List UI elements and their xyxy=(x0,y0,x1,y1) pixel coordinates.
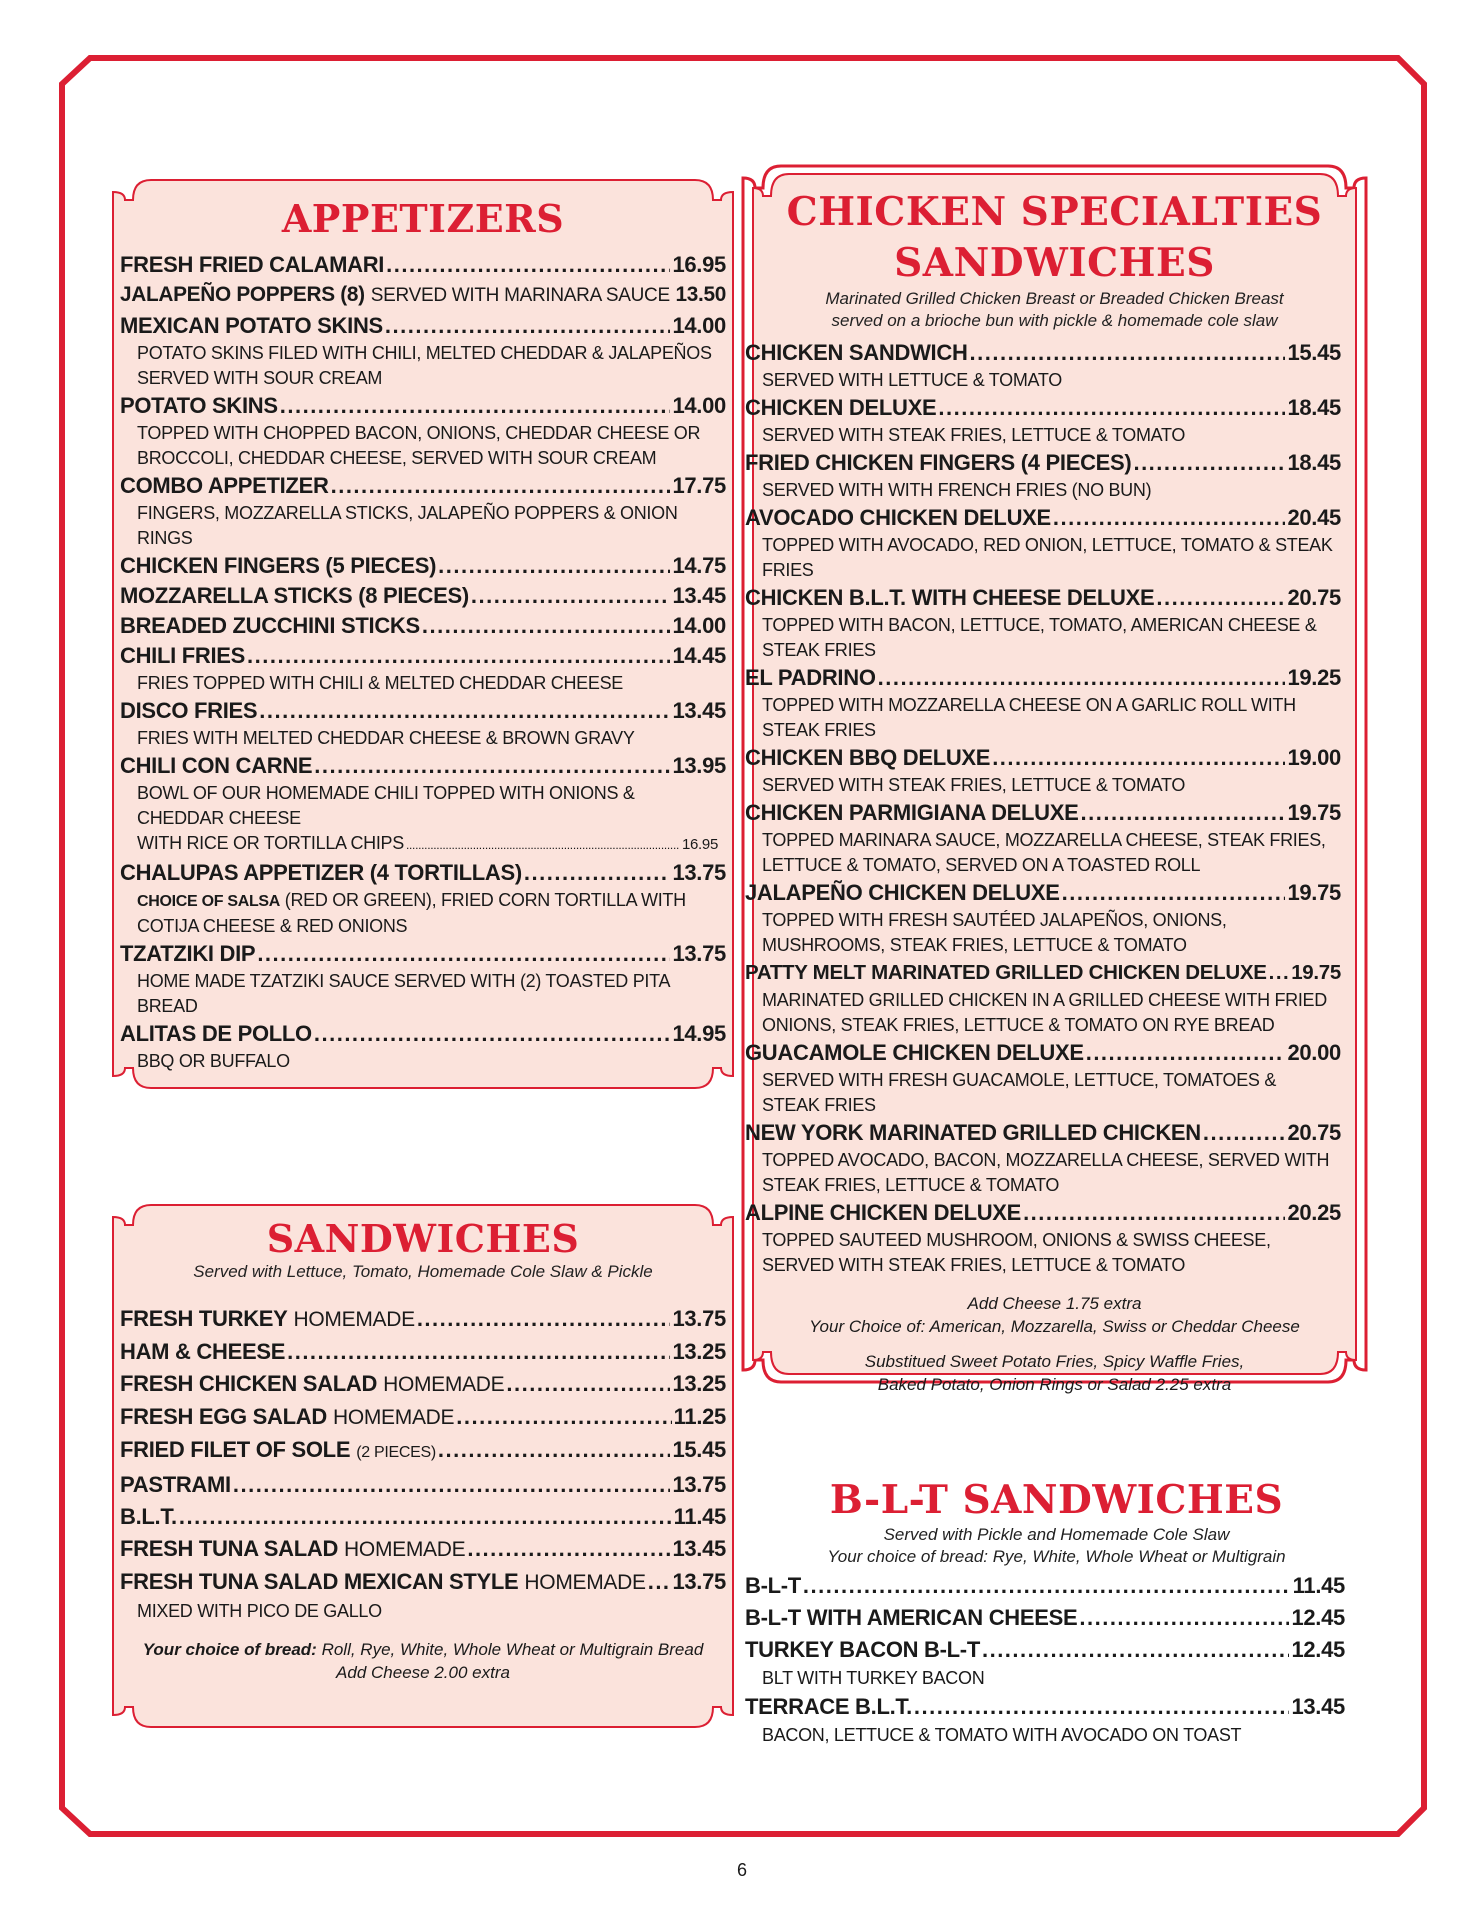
dot-leader xyxy=(179,1501,672,1533)
menu-item xyxy=(111,1303,735,1336)
item-description-text: TOPPED WITH FRESH SAUTÉED JALAPEÑOS, ONIONS, MUSHROOMS, STEAK FRIES, LETTUCE & TOMATO xyxy=(762,910,1227,955)
item-price: 19.75 xyxy=(1287,880,1341,905)
item-description xyxy=(745,988,1341,1038)
menu-item-row xyxy=(120,280,726,311)
menu-item xyxy=(745,503,1350,583)
item-price: 18.45 xyxy=(1287,395,1341,420)
item-description xyxy=(745,368,1341,393)
item-description xyxy=(745,533,1341,583)
sandwiches-panel xyxy=(111,1203,735,1729)
item-description xyxy=(745,693,1341,743)
item-description xyxy=(745,613,1341,663)
menu-item xyxy=(111,696,735,751)
item-note: HOMEMADE xyxy=(293,1308,415,1331)
item-description-text: TOPPED WITH AVOCADO, RED ONION, LETTUCE, TOMATO & STEAK FRIES xyxy=(762,535,1333,580)
menu-item-row xyxy=(120,1501,726,1533)
item-name: NEW YORK MARINATED GRILLED CHICKEN xyxy=(745,1120,1201,1145)
item-price: 13.75 xyxy=(672,1569,726,1594)
item-price: 13.75 xyxy=(672,941,726,966)
item-description-bold: CHOICE OF SALSA xyxy=(137,893,281,910)
item-price: 13.45 xyxy=(672,1536,726,1561)
item-price: 14.00 xyxy=(672,613,726,638)
item-name: ALPINE CHICKEN DELUXE xyxy=(745,1200,1022,1225)
item-price: 19.75 xyxy=(1287,800,1341,825)
menu-item-row xyxy=(745,663,1341,693)
sandwiches-title: SANDWICHES xyxy=(266,1216,580,1261)
item-name: CHICKEN BBQ DELUXE xyxy=(745,745,991,770)
item-price: 13.45 xyxy=(672,583,726,608)
menu-item xyxy=(111,1533,735,1566)
dot-leader xyxy=(422,611,671,641)
menu-item xyxy=(111,391,735,471)
item-price: 18.45 xyxy=(1287,450,1341,475)
item-name: MEXICAN POTATO SKINS xyxy=(120,313,383,338)
item-description-text: TOPPED AVOCADO, BACON, MOZZARELLA CHEESE, SERVED WITH STEAK FRIES, LETTUCE & TOMATO xyxy=(762,1150,1330,1195)
menu-item xyxy=(745,338,1350,393)
menu-item xyxy=(745,1691,1354,1748)
item-price: 12.45 xyxy=(1291,1637,1345,1662)
item-name: COMBO APPETIZER xyxy=(120,473,329,498)
item-description xyxy=(120,888,726,939)
dot-leader xyxy=(1079,1602,1289,1634)
item-name: B-L-T WITH AMERICAN CHEESE xyxy=(745,1605,1078,1630)
item-description-text: (RED OR GREEN), FRIED CORN TORTILLA WITH COTIJA CHEESE & RED ONIONS xyxy=(137,890,686,936)
item-name: CHICKEN SANDWICH xyxy=(745,340,968,365)
menu-item-row xyxy=(745,743,1341,773)
dot-leader xyxy=(992,743,1285,773)
dot-leader xyxy=(385,311,671,341)
dot-leader xyxy=(1133,448,1285,478)
item-note: HOMEMADE xyxy=(524,1571,646,1594)
menu-item-row xyxy=(745,448,1341,478)
dot-leader xyxy=(1156,583,1285,613)
menu-item-row xyxy=(745,583,1341,613)
chicken-note-2: Your Choice of: American, Mozzarella, Swiss or Cheddar Cheese xyxy=(809,1317,1300,1336)
item-name: TZATZIKI DIP xyxy=(120,941,256,966)
item-description-text: MARINATED GRILLED CHICKEN IN A GRILLED CHEESE WITH FRIED ONIONS, STEAK FRIES, LETTUCE & TOMATO ON RYE BREAD xyxy=(762,990,1327,1035)
item-name: BREADED ZUCCHINI STICKS xyxy=(120,613,420,638)
item-description-text: SERVED WITH WITH FRENCH FRIES (NO BUN) xyxy=(762,480,1152,500)
menu-item xyxy=(111,641,735,696)
menu-item-row xyxy=(120,311,726,341)
dot-leader xyxy=(672,280,674,310)
dot-leader xyxy=(438,1434,671,1466)
sandwiches-subtitle: Served with Lettuce, Tomato, Homemade Cole Slaw & Pickle xyxy=(193,1262,653,1281)
item-name: CHALUPAS APPETIZER (4 TORTILLAS) xyxy=(120,860,522,885)
dot-leader xyxy=(1081,798,1286,828)
menu-item-row xyxy=(120,641,726,671)
item-name: B-L-T xyxy=(745,1573,801,1598)
menu-item-row xyxy=(745,1038,1341,1068)
chicken-specialties-panel xyxy=(741,164,1368,1394)
item-price: 13.75 xyxy=(672,1306,726,1331)
item-name: CHICKEN PARMIGIANA DELUXE xyxy=(745,800,1079,825)
item-description xyxy=(120,726,726,751)
menu-item-row xyxy=(120,1533,726,1566)
chicken-note-4: Baked Potato, Onion Rings or Salad 2.25 extra xyxy=(877,1375,1232,1394)
item-note: HOMEMADE xyxy=(344,1538,466,1561)
item-description-text: FINGERS, MOZZARELLA STICKS, JALAPEÑO POPPERS & ONION RINGS xyxy=(137,503,678,548)
item-name: HAM & CHEESE xyxy=(120,1339,286,1364)
item-price: 11.25 xyxy=(673,1404,726,1429)
item-description-text: SERVED WITH FRESH GUACAMOLE, LETTUCE, TOMATOES & STEAK FRIES xyxy=(762,1070,1277,1115)
menu-item xyxy=(111,1336,735,1368)
menu-item xyxy=(745,878,1350,958)
dot-leader xyxy=(524,858,671,888)
item-description xyxy=(745,908,1341,958)
chicken-list xyxy=(741,338,1368,1278)
item-description-text: FRIES TOPPED WITH CHILI & MELTED CHEDDAR CHEESE xyxy=(137,673,623,693)
item-name: DISCO FRIES xyxy=(120,698,258,723)
menu-item-row xyxy=(120,611,726,641)
menu-item-row xyxy=(120,551,726,581)
item-price: 12.45 xyxy=(1291,1605,1345,1630)
item-name: FRESH TUNA SALAD xyxy=(120,1536,339,1561)
menu-item-row xyxy=(745,1691,1345,1723)
item-price: 13.95 xyxy=(672,753,726,778)
menu-item-row xyxy=(120,858,726,888)
menu-item-row xyxy=(120,391,726,421)
item-price: 11.45 xyxy=(673,1504,726,1529)
item-description xyxy=(120,421,726,471)
item-name: MOZZARELLA STICKS (8 PIECES) xyxy=(120,583,469,608)
item-description xyxy=(745,1666,1345,1691)
chicken-title-line2: SANDWICHES xyxy=(894,240,1215,286)
dot-leader xyxy=(938,393,1285,423)
menu-item xyxy=(111,1566,735,1624)
item-price: 14.75 xyxy=(672,553,726,578)
item-name: TERRACE B.L.T. xyxy=(745,1694,912,1719)
item-description xyxy=(120,1599,726,1624)
item-name: FRIED FILET OF SOLE xyxy=(120,1437,351,1462)
menu-item xyxy=(111,551,735,581)
menu-item-row xyxy=(120,1566,726,1599)
item-name: CHICKEN DELUXE xyxy=(745,395,937,420)
item-price: 20.75 xyxy=(1287,1120,1341,1145)
item-name: POTATO SKINS xyxy=(120,393,278,418)
item-name: FRESH TURKEY xyxy=(120,1306,288,1331)
menu-item xyxy=(745,743,1350,798)
blt-title: B-L-T SANDWICHES xyxy=(829,1477,1284,1523)
dot-leader xyxy=(1023,1198,1285,1228)
menu-item xyxy=(111,751,735,858)
item-price: 11.45 xyxy=(1292,1573,1345,1598)
menu-item xyxy=(111,1469,735,1501)
item-description-text: TOPPED WITH CHOPPED BACON, ONIONS, CHEDDAR CHEESE OR BROCCOLI, CHEDDAR CHEESE, SERVED WITH SOUR CREAM xyxy=(137,423,701,468)
item-price: 13.50 xyxy=(675,283,726,306)
item-description-text: SERVED WITH LETTUCE & TOMATO xyxy=(762,370,1062,390)
item-name: TURKEY BACON B-L-T xyxy=(745,1637,980,1662)
menu-item xyxy=(745,1602,1354,1634)
menu-item-row xyxy=(745,1634,1345,1666)
item-price: 14.00 xyxy=(672,393,726,418)
menu-item xyxy=(745,663,1350,743)
menu-item xyxy=(111,581,735,611)
chicken-subtitle-1: Marinated Grilled Chicken Breast or Breaded Chicken Breast xyxy=(825,289,1284,308)
item-description xyxy=(120,969,726,1019)
menu-item xyxy=(111,1434,735,1469)
item-description xyxy=(745,1228,1341,1278)
item-name: PATTY MELT MARINATED GRILLED CHICKEN DELUXE xyxy=(745,961,1267,984)
menu-item-row xyxy=(745,1118,1341,1148)
menu-item-row xyxy=(745,958,1341,988)
menu-item-row xyxy=(120,1434,726,1469)
menu-item xyxy=(111,280,735,311)
blt-section xyxy=(745,1476,1368,1756)
item-price: 19.25 xyxy=(1287,665,1341,690)
menu-item-row xyxy=(745,338,1341,368)
item-price: 20.45 xyxy=(1287,505,1341,530)
item-note: HOMEMADE xyxy=(332,1406,455,1429)
item-description-text: BLT WITH TURKEY BACON xyxy=(762,1668,985,1688)
item-price: 13.25 xyxy=(672,1339,726,1364)
bread-choice-label: Your choice of bread: xyxy=(142,1640,317,1659)
menu-item xyxy=(745,798,1350,878)
item-option-label: WITH RICE OR TORTILLA CHIPS xyxy=(137,833,404,853)
item-option-price: 16.95 xyxy=(681,836,718,853)
item-note: HOMEMADE xyxy=(383,1373,505,1396)
menu-item-row xyxy=(120,939,726,969)
item-description xyxy=(745,478,1341,503)
menu-item-row xyxy=(120,1368,726,1401)
item-price: 20.25 xyxy=(1287,1200,1341,1225)
item-description xyxy=(120,501,726,551)
item-price: 13.75 xyxy=(672,1472,726,1497)
chicken-note-1: Add Cheese 1.75 extra xyxy=(967,1294,1142,1313)
menu-item-row xyxy=(120,581,726,611)
appetizers-list xyxy=(111,250,735,1074)
item-name: GUACAMOLE CHICKEN DELUXE xyxy=(745,1040,1084,1065)
item-description-text: TOPPED WITH BACON, LETTUCE, TOMATO, AMERICAN CHEESE & STEAK FRIES xyxy=(762,615,1317,660)
dot-leader xyxy=(982,1634,1289,1666)
bread-choice-note xyxy=(111,1638,735,1661)
dot-leader xyxy=(1053,503,1286,533)
menu-item xyxy=(745,1570,1354,1602)
item-description xyxy=(745,1148,1341,1198)
menu-item xyxy=(111,939,735,1019)
appetizers-panel xyxy=(111,178,735,1090)
dot-leader xyxy=(247,641,670,671)
menu-item xyxy=(745,448,1350,503)
dot-leader xyxy=(471,581,671,611)
item-description-text: HOME MADE TZATZIKI SAUCE SERVED WITH (2) TOASTED PITA BREAD xyxy=(137,971,670,1016)
menu-item-row xyxy=(120,751,726,781)
menu-item xyxy=(111,1019,735,1074)
dot-leader xyxy=(438,551,670,581)
appetizers-title: APPETIZERS xyxy=(281,196,565,241)
item-name: CHICKEN B.L.T. WITH CHEESE DELUXE xyxy=(745,585,1155,610)
dot-leader xyxy=(970,338,1286,368)
item-name: JALAPEÑO CHICKEN DELUXE xyxy=(745,880,1060,905)
item-description xyxy=(120,671,726,696)
menu-item xyxy=(745,1198,1350,1278)
chicken-note-3: Substitued Sweet Potato Fries, Spicy Waffle Fries, xyxy=(864,1352,1245,1371)
item-description-text: SERVED WITH STEAK FRIES, LETTUCE & TOMATO xyxy=(762,775,1186,795)
menu-item-row xyxy=(745,1602,1345,1634)
dot-leader xyxy=(1062,878,1286,908)
dot-leader xyxy=(406,833,680,858)
item-name: AVOCADO CHICKEN DELUXE xyxy=(745,505,1051,530)
blt-subtitle-2: Your choice of bread: Rye, White, Whole Wheat or Multigrain xyxy=(827,1547,1286,1566)
item-price: 13.25 xyxy=(672,1371,726,1396)
menu-item-row xyxy=(120,1336,726,1368)
item-description-text: BOWL OF OUR HOMEMADE CHILI TOPPED WITH ONIONS & CHEDDAR CHEESE xyxy=(137,783,635,828)
item-price: 14.45 xyxy=(672,643,726,668)
item-name: B.L.T. xyxy=(120,1504,177,1529)
item-name: FRESH TUNA SALAD MEXICAN STYLE xyxy=(120,1569,519,1594)
item-price: 16.95 xyxy=(672,252,726,277)
menu-item-row xyxy=(745,1198,1341,1228)
item-price: 13.45 xyxy=(672,698,726,723)
item-description-text: BACON, LETTUCE & TOMATO WITH AVOCADO ON TOAST xyxy=(762,1725,1242,1745)
item-note: SERVED WITH MARINARA SAUCE xyxy=(370,285,670,306)
dot-leader xyxy=(386,250,670,280)
menu-item xyxy=(745,583,1350,663)
item-name: JALAPEÑO POPPERS (8) xyxy=(120,283,365,306)
dot-leader xyxy=(331,471,671,501)
chicken-title-line1: CHICKEN SPECIALTIES xyxy=(786,189,1323,235)
item-description xyxy=(120,341,726,391)
dot-leader xyxy=(280,391,671,421)
item-description xyxy=(745,1068,1341,1118)
menu-item-row xyxy=(745,503,1341,533)
item-description-text: TOPPED MARINARA SAUCE, MOZZARELLA CHEESE, STEAK FRIES, LETTUCE & TOMATO, SERVED ON A TOASTED ROLL xyxy=(762,830,1326,875)
dot-leader xyxy=(1269,958,1290,988)
dot-leader xyxy=(456,1401,671,1433)
item-name: CHILI CON CARNE xyxy=(120,753,313,778)
menu-item xyxy=(745,1634,1354,1691)
menu-item xyxy=(745,393,1350,448)
dot-leader xyxy=(259,696,670,726)
menu-item xyxy=(111,611,735,641)
blt-subtitle-1: Served with Pickle and Homemade Cole Slaw xyxy=(883,1525,1230,1544)
menu-item-row xyxy=(120,1401,726,1434)
item-name: PASTRAMI xyxy=(120,1472,231,1497)
item-description xyxy=(745,773,1341,798)
menu-item xyxy=(111,471,735,551)
dot-leader xyxy=(314,1019,671,1049)
dot-leader xyxy=(878,663,1286,693)
item-name: FRESH EGG SALAD xyxy=(120,1404,327,1429)
item-name: ALITAS DE POLLO xyxy=(120,1021,312,1046)
menu-item xyxy=(745,1118,1350,1198)
menu-item-row xyxy=(120,1019,726,1049)
item-price: 19.00 xyxy=(1287,745,1341,770)
item-name: CHILI FRIES xyxy=(120,643,246,668)
menu-item-row xyxy=(745,798,1341,828)
item-description xyxy=(745,423,1341,448)
menu-item xyxy=(111,1401,735,1434)
menu-item-row xyxy=(120,250,726,280)
item-description-text: TOPPED SAUTEED MUSHROOM, ONIONS & SWISS CHEESE, SERVED WITH STEAK FRIES, LETTUCE & TOMATO xyxy=(762,1230,1271,1275)
menu-item-row xyxy=(120,1469,726,1501)
dot-leader xyxy=(506,1368,670,1400)
dot-leader xyxy=(417,1303,671,1335)
dot-leader xyxy=(287,1336,670,1368)
menu-item xyxy=(111,1368,735,1401)
item-option-row xyxy=(137,831,718,858)
menu-item xyxy=(745,1038,1350,1118)
item-description-text: TOPPED WITH MOZZARELLA CHEESE ON A GARLIC ROLL WITH STEAK FRIES xyxy=(762,695,1296,740)
item-price: 13.75 xyxy=(672,860,726,885)
item-description-text: SERVED WITH STEAK FRIES, LETTUCE & TOMATO xyxy=(762,425,1186,445)
chicken-subtitle-2: served on a brioche bun with pickle & homemade cole slaw xyxy=(831,311,1278,330)
item-name: FRESH CHICKEN SALAD xyxy=(120,1371,378,1396)
item-description xyxy=(745,1723,1345,1748)
dot-leader xyxy=(914,1691,1290,1723)
menu-item-row xyxy=(120,696,726,726)
item-price: 15.45 xyxy=(1287,340,1341,365)
item-price: 17.75 xyxy=(672,473,726,498)
item-description xyxy=(120,1049,726,1074)
item-description-text: BBQ OR BUFFALO xyxy=(137,1051,290,1071)
dot-leader xyxy=(1086,1038,1286,1068)
item-name: FRIED CHICKEN FINGERS (4 PIECES) xyxy=(745,450,1132,475)
menu-item xyxy=(111,250,735,280)
item-note: (2 PIECES) xyxy=(356,1444,436,1461)
item-price: 13.45 xyxy=(1291,1694,1345,1719)
dot-leader xyxy=(467,1533,670,1565)
menu-item xyxy=(745,958,1350,1038)
menu-item-row xyxy=(120,1303,726,1336)
blt-list xyxy=(745,1570,1368,1748)
item-name: EL PADRINO xyxy=(745,665,876,690)
menu-item xyxy=(111,1501,735,1533)
menu-item-row xyxy=(745,393,1341,423)
item-description-text: MIXED WITH PICO DE GALLO xyxy=(137,1601,382,1621)
item-name: CHICKEN FINGERS (5 PIECES) xyxy=(120,553,437,578)
menu-item-row xyxy=(745,878,1341,908)
dot-leader xyxy=(233,1469,671,1501)
dot-leader xyxy=(648,1566,671,1598)
menu-item-row xyxy=(745,1570,1345,1602)
page-number: 6 xyxy=(736,1860,747,1880)
menu-item xyxy=(111,858,735,939)
add-cheese-note: Add Cheese 2.00 extra xyxy=(336,1663,510,1682)
item-price: 14.00 xyxy=(672,313,726,338)
bread-choice-options: Roll, Rye, White, Whole Wheat or Multigrain Bread xyxy=(321,1640,704,1659)
dot-leader xyxy=(1203,1118,1286,1148)
item-description-text: FRIES WITH MELTED CHEDDAR CHEESE & BROWN GRAVY xyxy=(137,728,635,748)
item-name: FRESH FRIED CALAMARI xyxy=(120,252,385,277)
item-price: 15.45 xyxy=(672,1437,726,1462)
item-description xyxy=(120,781,726,858)
item-price: 19.75 xyxy=(1291,961,1341,984)
item-price: 20.75 xyxy=(1287,585,1341,610)
dot-leader xyxy=(314,751,670,781)
dot-leader xyxy=(803,1570,1291,1602)
menu-item-row xyxy=(120,471,726,501)
sandwiches-list xyxy=(111,1303,735,1624)
item-price: 20.00 xyxy=(1287,1040,1341,1065)
item-description xyxy=(745,828,1341,878)
item-description-text: POTATO SKINS FILED WITH CHILI, MELTED CHEDDAR & JALAPEÑOS SERVED WITH SOUR CREAM xyxy=(137,343,712,388)
menu-item xyxy=(111,311,735,391)
item-price: 14.95 xyxy=(672,1021,726,1046)
dot-leader xyxy=(257,939,670,969)
